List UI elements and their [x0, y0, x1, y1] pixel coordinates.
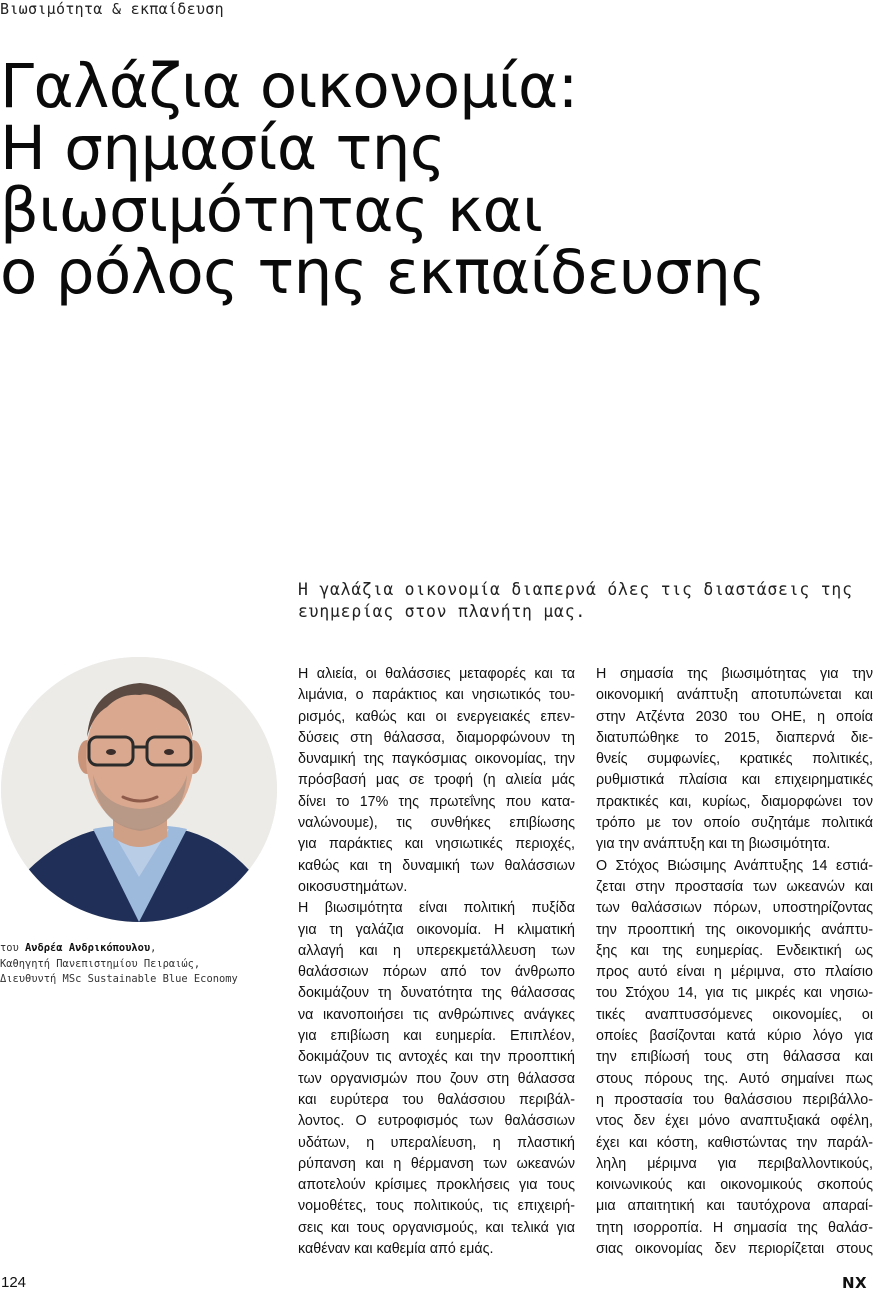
author-name: Ανδρέα Ανδρικόπουλου	[25, 942, 151, 954]
body-text-line: ρύπανση και η θέρμανση των ωκεανών	[298, 1155, 575, 1172]
magazine-logo: NX	[842, 1274, 868, 1292]
body-text-line: σεις και τους οργανισμούς, και τελικά για	[298, 1219, 575, 1236]
body-text-line: ξης και της ευημερίας. Ενδεικτική ως	[596, 942, 873, 959]
body-text-line: αλλαγή και η υπερεκμετάλλευση των	[298, 942, 575, 959]
body-text-line: να ικανοποιήσει τις ανθρώπινες ανάγκες	[298, 1006, 575, 1023]
body-text-line: έχει και κόστη, καθιστώντας την παράλ-	[596, 1134, 873, 1151]
body-text-line: υδάτων, η υπεραλίευση, η πλαστική	[298, 1134, 575, 1151]
body-text-line: λοντος. Ο ευτροφισμός των θαλάσσιων	[298, 1113, 575, 1130]
body-text-line: για επιβίωση και ευημερία. Επιπλέον,	[298, 1028, 575, 1045]
body-text-line: σιας οικονομίας δεν περιορίζεται στους	[596, 1241, 873, 1258]
body-text-line: καθέναν και καθεμία από εμάς.	[298, 1241, 494, 1258]
body-text-line: πρακτικές και, κυρίως, διαμορφώνει τον	[596, 793, 873, 810]
body-text-line: οικονομική ανάπτυξη αποτυπώνεται και	[596, 687, 873, 704]
body-text-line: Η βιωσιμότητα είναι πολιτική πυξίδα	[298, 900, 575, 917]
body-text-line: ρυθμιστικά πλαίσια και επιχειρηματικές	[596, 772, 873, 789]
body-text-line: στην Ατζέντα 2030 του ΟΗΕ, η οποία	[596, 708, 873, 725]
body-text-line: πρόσβασή μας σε τροφή (η αλιεία μάς	[298, 772, 575, 789]
headline-line: Γαλάζια οικονομία:	[0, 51, 578, 122]
body-text-line: τρόπο με τον οποίο συζητάμε πολιτικά	[596, 815, 873, 832]
body-text-line: ντος δεν έχει μόνο αναπτυξιακά οφέλη,	[596, 1113, 873, 1130]
body-text-line: τητη ισορροπία. Η σημασία της θαλάσ-	[596, 1219, 873, 1236]
body-text-line: δοκιμάζουν τη δυνατότητα της θάλασσας	[298, 985, 575, 1002]
body-text-line: Η αλιεία, οι θαλάσσιες μεταφορές και τα	[298, 666, 575, 682]
body-text-line: των οργανισμών που ζουν στη θάλασσα	[298, 1070, 575, 1087]
body-text-line: Η σημασία της βιωσιμότητας για την	[596, 666, 873, 682]
body-text-line: για τη γαλάζια οικονομία. Η κλιματική	[298, 921, 575, 938]
body-text-line: θαλάσσιων πόρων από τον άνθρωπο	[298, 964, 575, 981]
lead-line: Η γαλάζια οικονομία διαπερνά όλες τις διαστάσεις της	[298, 580, 853, 599]
body-text-line: του Στόχου 14, για τις μικρές και νησιω-	[596, 985, 873, 1002]
body-text-line: προς αυτό είναι η μέριμνα, στο πλαίσιο	[596, 964, 873, 981]
body-column-1	[298, 664, 575, 1260]
author-line	[0, 941, 238, 957]
body-text-line: στους πόρους της. Αυτό σημαίνει πως	[596, 1070, 873, 1087]
author-portrait	[1, 657, 277, 922]
author-portrait-illustration	[1, 657, 277, 922]
body-text-line: αποτελούν κρίσιμες προκλήσεις για τους	[298, 1177, 575, 1194]
body-column-2	[596, 664, 873, 1260]
author-credit	[0, 941, 238, 988]
body-text-line: οικοσυστημάτων.	[298, 878, 408, 895]
article-headline	[0, 51, 874, 308]
body-text-line: λιμάνια, ο παράκτιος και νησιωτικός του-	[298, 687, 575, 704]
headline-line: Η σημασία της	[0, 113, 446, 184]
page-number: 124	[1, 1274, 27, 1291]
body-text-line: ναλώνουμε), τις συνθήκες επιβίωσης	[298, 815, 575, 832]
body-text-line: διατυπώθηκε το 2015, διαπερνά διε-	[596, 729, 873, 746]
body-text-line: και ευρύτερα του θαλάσσιου περιβάλ-	[298, 1091, 575, 1108]
body-text-line: μια απαιτητική και ταυτόχρονα απαραί-	[596, 1198, 873, 1215]
body-text-line: δοκιμάζουν τις αντοχές και την προοπτική	[298, 1049, 575, 1066]
headline-line: βιωσιμότητας και	[0, 175, 543, 246]
body-text-line: νομοθέτες, τους πολιτικούς, τις επιχειρή-	[298, 1198, 575, 1215]
body-text-line: για παράκτιες και νησιωτικές περιοχές,	[298, 836, 575, 853]
author-role: Διευθυντή MSc Sustainable Blue Economy	[0, 973, 238, 985]
body-text-line: δύσεις στη θάλασσα, διαμορφώνουν τη	[298, 729, 575, 746]
section-label: Βιωσιμότητα & εκπαίδευση	[0, 0, 224, 18]
body-text-line: τικές αναπτυσσόμενες οικονομίες, οι	[596, 1006, 873, 1023]
body-text-line: δυναμική της παγκόσμιας οικονομίας, την	[298, 751, 575, 768]
body-text-line: την επιβίωσή τους στη θάλασσα και	[596, 1049, 873, 1066]
body-text-line: για την ανάπτυξη και τη βιωσιμότητα.	[596, 836, 831, 853]
author-role: Καθηγητή Πανεπιστημίου Πειραιώς,	[0, 957, 201, 970]
body-text-line: ζεται στην προστασία των ωκεανών και	[596, 878, 873, 895]
body-text-line: η προστασία του θαλάσσιου περιβάλλο-	[596, 1091, 873, 1108]
author-prefix: του	[0, 942, 26, 954]
body-text-line: δίνει το 17% της πρωτεΐνης που κατα-	[298, 793, 575, 810]
author-name-suffix: ,	[150, 942, 157, 954]
headline-line: ο ρόλος της εκπαίδευσης	[0, 237, 766, 308]
body-text-line: των θαλάσσιων πόρων, υποστηρίζοντας	[596, 900, 873, 917]
lead-line: ευημερίας στον πλανήτη μας.	[298, 602, 587, 621]
body-text-line: ληλη μέριμνα για περιβαλλοντικούς,	[596, 1155, 873, 1172]
lead-paragraph	[298, 579, 874, 623]
body-text-line: οποίες βασίζονται κατά κύριο λόγο για	[596, 1028, 873, 1045]
body-text-line: θνείς συμφωνίες, κρατικές πολιτικές,	[596, 751, 873, 768]
body-text-line: κοινωνικούς και οικονομικούς σκοπούς	[596, 1177, 873, 1194]
body-text-line: ρισμός, καθώς και οι ενεργειακές επεν-	[298, 708, 575, 725]
body-text-line: την προοπτική της οικονομικής ανάπτυ-	[596, 921, 873, 938]
body-text-line: καθώς και τη δυναμική των θαλάσσιων	[298, 857, 575, 874]
body-text-line: Ο Στόχος Βιώσιμης Ανάπτυξης 14 εστιά-	[596, 857, 873, 874]
